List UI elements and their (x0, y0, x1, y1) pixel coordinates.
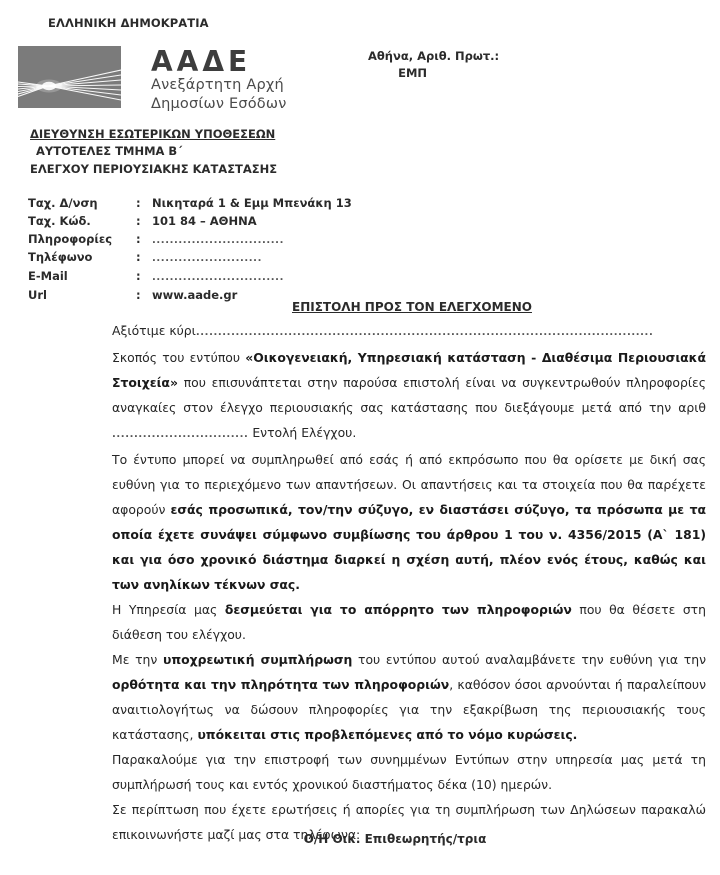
contact-separator: : (136, 213, 141, 228)
contact-value-blank: ......................... (152, 253, 262, 265)
p4-accuracy-bold: ορθότητα και την πληρότητα των πληροφοριών (112, 677, 450, 692)
table-row (28, 195, 352, 213)
p1-part-c: που επισυνάπτεται στην παρούσα επιστολή είναι να συγκεντρωθούν πληροφορίες αναγκαίες στον έλεγχο περιουσιακής σας κατάστασης που διεξάγουμε μετά από την αριθ (112, 375, 706, 415)
contact-label: Ταχ. Κώδ. (28, 213, 91, 228)
paragraph-contact: Σε περίπτωση που έχετε ερωτήσεις ή απορίες για τη συμπλήρωση των Δηλώσεων παρακαλώ επικοινωνήστε μαζί μας στα τηλέφωνα: (112, 802, 706, 842)
p3-part-a: Η Υπηρεσία μας (112, 602, 225, 617)
contact-label: Τηλέφωνο (28, 250, 93, 265)
letter-title-text: ΕΠΙΣΤΟΛΗ ΠΡΟΣ ΤΟΝ ΕΛΕΓΧΟΜΕΝΟ (292, 300, 532, 314)
contact-label: E-Mail (28, 269, 68, 284)
paragraph-obligation (112, 647, 706, 747)
logo-acronym: ΑΑΔΕ (151, 45, 252, 78)
p1-part-a: Σκοπός του εντύπου (112, 350, 246, 365)
p4-part-c: του εντύπου αυτού αναλαμβάνετε την ευθύνη για την (352, 652, 707, 667)
p4-penalties-bold: υπόκειται στις προβλεπόμενες από το νόμο κυρώσεις. (197, 727, 578, 742)
contact-label: Ταχ. Δ/νση (28, 196, 98, 210)
organization-name (151, 46, 287, 113)
table-row (28, 231, 352, 250)
p3-part-c: που θα θέσετε στη διάθεση του ελέγχου. (112, 602, 706, 642)
contact-details-table (28, 195, 352, 305)
logo-subtitle-line1: Ανεξάρτητη Αρχή (151, 77, 284, 94)
organization-logo-block (18, 46, 287, 113)
department-line-3: ΕΛΕΓΧΟΥ ΠΕΡΙΟΥΣΙΑΚΗΣ ΚΑΤΑΣΤΑΣΗΣ (30, 161, 278, 176)
protocol-code: ΕΜΠ (398, 66, 428, 81)
p4-part-e: , καθόσον όσοι αρνούνται ή παραλείπουν αναιτιολογήτως να δώσουν πληροφορίες για την εξακρίβωση της περιουσιακής τους κατάστασης, (112, 677, 706, 742)
contact-separator: : (136, 250, 141, 265)
p3-confidentiality-bold: δεσμεύεται για το απόρρητο των πληροφοριών (224, 602, 572, 617)
paragraph-who-fills (112, 447, 706, 597)
table-row (28, 249, 352, 268)
p1-dotted-blank: ............................... (112, 429, 249, 440)
republic-heading: ΕΛΛΗΝΙΚΗ ΔΗΜΟΚΡΑΤΙΑ (48, 16, 209, 30)
place-date-label: Αθήνα, Αριθ. Πρωτ.: (368, 49, 500, 63)
salutation-label: Αξιότιμε κύρι (112, 323, 196, 338)
contact-label: Πληροφορίες (28, 231, 113, 246)
contact-separator: : (136, 287, 141, 302)
paragraph-purpose (112, 345, 706, 447)
department-line-1: ΔΙΕΥΘΥΝΣΗ ΕΣΩΤΕΡΙΚΩΝ ΥΠΟΘΕΣΕΩΝ (30, 127, 276, 141)
paragraph-return-deadline: Παρακαλούμε για την επιστροφή των συνημμένων Εντύπων στην υπηρεσία μας μετά τη συμπλήρωσή τους και εντός χρονικού διαστήματος δέκα (10) ημερών. (112, 752, 706, 792)
table-row (28, 213, 352, 231)
contact-separator: : (136, 196, 141, 210)
contact-value: 101 84 – ΑΘΗΝΑ (152, 213, 257, 228)
letter-body (112, 318, 706, 847)
contact-label: Url (28, 287, 47, 302)
contact-value: Νικηταρά 1 & Εμμ Μπενάκη 13 (152, 196, 352, 210)
p4-part-a: Με την (112, 652, 163, 667)
p1-part-d: Εντολή Ελέγχου. (248, 425, 357, 440)
table-row (28, 268, 352, 287)
signature-line: Ο/Η Οικ. Επιθεωρητής/τρια (303, 832, 487, 846)
department-line-2: ΑΥΤΟΤΕΛΕΣ ΤΜΗΜΑ Β΄ (36, 144, 183, 159)
p2-scope-bold: εσάς προσωπικά, τον/την σύζυγο, εν διαστάσει σύζυγο, τα πρόσωπα με τα οποία έχετε συνάψει σύμφωνο συμβίωσης του άρθρου 1 του ν. 4356/2015 (Α` 181) και για όσο χρονικό διάστημα διαρκεί η σχέση αυτή, πλέον ενός έτους, καθώς και των ανηλίκων τέκνων σας. (112, 502, 706, 592)
salutation-paragraph (112, 318, 706, 345)
salutation-dotted-blank: ........................................................................................................ (195, 327, 654, 338)
p4-mandatory-bold: υποχρεωτική συμπλήρωση (162, 652, 353, 667)
contact-separator: : (136, 231, 141, 246)
contact-value-url[interactable]: www.aade.gr (152, 287, 238, 302)
contact-value-blank: .............................. (152, 272, 284, 284)
letter-title (0, 300, 720, 314)
contact-value-blank: .............................. (152, 234, 284, 246)
p1-form-name: «Οικογενειακή, Υπηρεσιακή κατάσταση - Διαθέσιμα Περιουσιακά Στοιχεία» (112, 350, 706, 390)
department-heading (30, 126, 277, 178)
paragraph-confidentiality (112, 597, 706, 647)
place-and-protocol (368, 48, 499, 83)
p2-part-a: Το έντυπο μπορεί να συμπληρωθεί από εσάς ή από εκπρόσωπο που θα ορίσετε με δική σας ευθύνη για το περιεχόμενο των απαντήσεων. Οι απαντήσεις και τα στοιχεία που θα παρέχετε αφορούν (112, 452, 706, 517)
aade-rays-logo-icon (18, 46, 121, 108)
logo-subtitle-line2: Δημοσίων Εσόδων (151, 95, 287, 112)
contact-separator: : (136, 269, 141, 284)
